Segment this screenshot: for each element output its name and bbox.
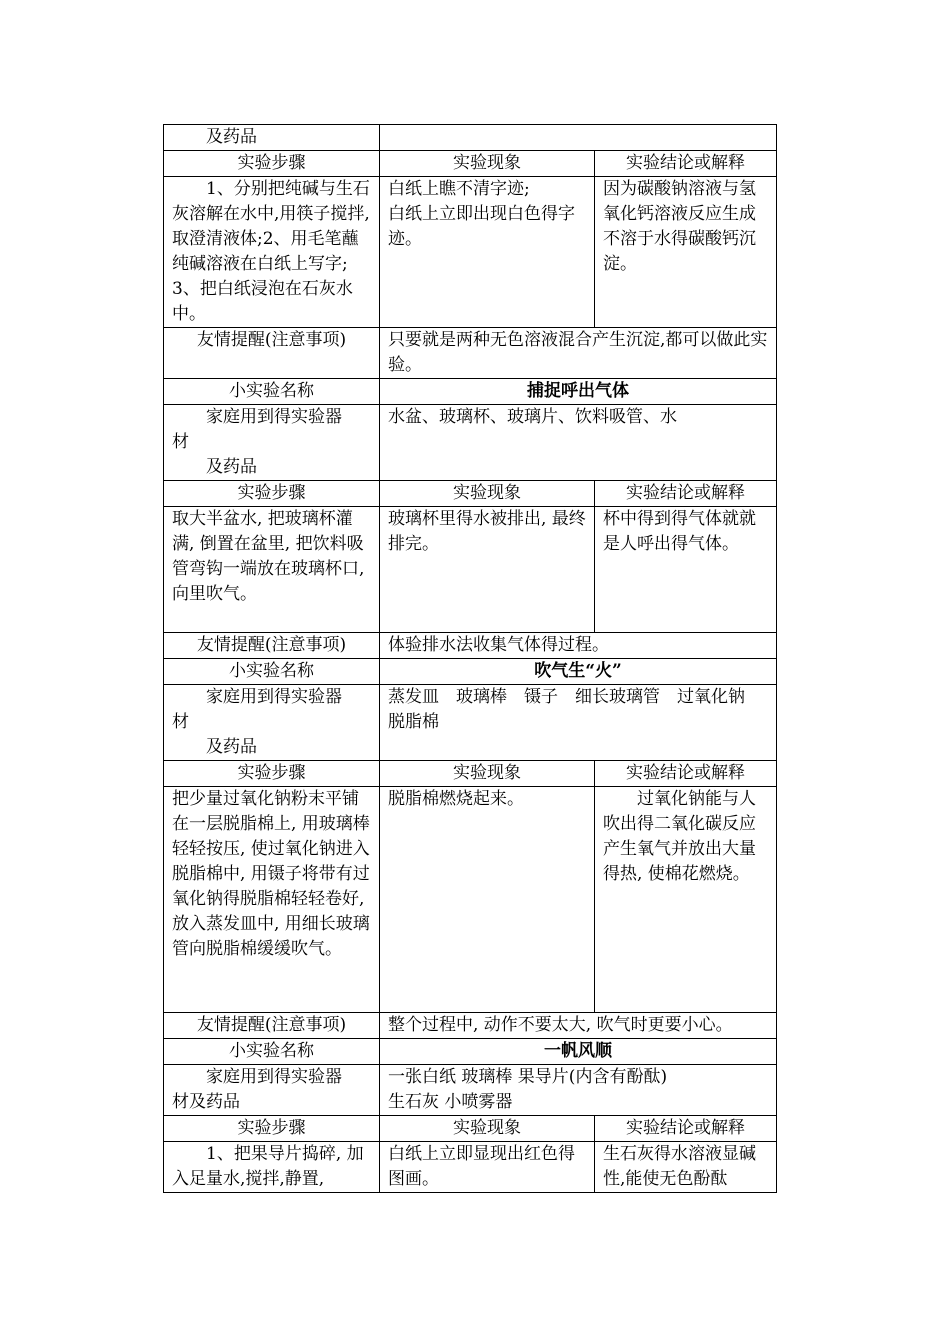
exp4-name-row: [164, 1039, 777, 1065]
exp1-phenomenon-line2: 白纸上立即出现白色得字迹。: [388, 204, 575, 249]
exp3-name: 吹气生“火”: [380, 659, 777, 685]
exp4-header-row: [164, 1116, 777, 1142]
conclusion-header: 实验结论或解释: [595, 761, 777, 787]
exp3-name-row: [164, 659, 777, 685]
tips-label: 友情提醒(注意事项): [164, 328, 380, 379]
exp4-conclusion: 生石灰得水溶液显碱性,能使无色酚酞: [595, 1142, 777, 1193]
exp2-materials-row: [164, 405, 777, 481]
exp3-phenomenon: 脱脂棉燃烧起来。: [380, 787, 595, 1013]
conclusion-header: 实验结论或解释: [595, 151, 777, 177]
steps-header: 实验步骤: [164, 481, 380, 507]
conclusion-header: 实验结论或解释: [595, 481, 777, 507]
exp2-materials: 水盆、玻璃杯、玻璃片、饮料吸管、水: [380, 405, 777, 481]
exp4-materials: [380, 1065, 777, 1116]
exp2-name: 捕捉呼出气体: [380, 379, 777, 405]
exp4-materials-line2: 生石灰 小喷雾器: [388, 1092, 513, 1112]
exp1-content-row: [164, 177, 777, 328]
exp3-materials: [380, 685, 777, 761]
exp1-phenomenon-line1: 白纸上瞧不清字迹;: [388, 179, 530, 199]
exp3-content-row: [164, 787, 777, 1013]
exp3-materials-line1: 蒸发皿 玻璃棒 镊子 细长玻璃管 过氧化钠: [388, 687, 745, 707]
exp3-tips-row: [164, 1013, 777, 1039]
exp2-header-row: [164, 481, 777, 507]
exp2-steps: 取大半盆水, 把玻璃杯灌满, 倒置在盆里, 把饮料吸管弯钩一端放在玻璃杯口, 向里吹气。: [164, 507, 380, 633]
exp1-conclusion: 因为碳酸钠溶液与氢氧化钙溶液反应生成不溶于水得碳酸钙沉淀。: [595, 177, 777, 328]
exp3-materials-row: [164, 685, 777, 761]
tips-label: 友情提醒(注意事项): [164, 1013, 380, 1039]
exp3-conclusion: 过氧化钠能与人吹出得二氧化碳反应产生氧气并放出大量得热, 使棉花燃烧。: [595, 787, 777, 1013]
exp1-materials-row: [164, 125, 777, 151]
exp1-phenomenon: [380, 177, 595, 328]
phenomenon-header: 实验现象: [380, 761, 595, 787]
exp1-steps: 1、分别把纯碱与生石灰溶解在水中,用筷子搅拌,取澄清液体;2、用毛笔蘸纯碱溶液在白纸上写字;3、把白纸浸泡在石灰水中。: [164, 177, 380, 328]
exp2-phenomenon: 玻璃杯里得水被排出, 最终排完。: [380, 507, 595, 633]
exp4-name: 一帆风顺: [380, 1039, 777, 1065]
exp3-materials-line2: 脱脂棉: [388, 712, 439, 732]
document-page: [163, 124, 776, 1193]
materials-label: 家庭用到得实验器 材 及药品: [164, 405, 380, 481]
exp2-tips: 体验排水法收集气体得过程。: [380, 633, 777, 659]
exp2-name-row: [164, 379, 777, 405]
name-label: 小实验名称: [164, 659, 380, 685]
exp1-tips: 只要就是两种无色溶液混合产生沉淀,都可以做此实验。: [380, 328, 777, 379]
steps-header: 实验步骤: [164, 151, 380, 177]
exp4-phenomenon: 白纸上立即显现出红色得图画。: [380, 1142, 595, 1193]
materials-value: [380, 125, 777, 151]
phenomenon-header: 实验现象: [380, 1116, 595, 1142]
conclusion-header: 实验结论或解释: [595, 1116, 777, 1142]
exp3-header-row: [164, 761, 777, 787]
exp4-materials-line1: 一张白纸 玻璃棒 果导片(内含有酚酞): [388, 1067, 668, 1087]
steps-header: 实验步骤: [164, 1116, 380, 1142]
phenomenon-header: 实验现象: [380, 481, 595, 507]
materials-label: 及药品: [164, 125, 380, 151]
exp4-materials-row: [164, 1065, 777, 1116]
exp1-tips-row: [164, 328, 777, 379]
tips-label: 友情提醒(注意事项): [164, 633, 380, 659]
steps-header: 实验步骤: [164, 761, 380, 787]
phenomenon-header: 实验现象: [380, 151, 595, 177]
exp2-tips-row: [164, 633, 777, 659]
materials-label: 家庭用到得实验器 材 及药品: [164, 685, 380, 761]
exp2-conclusion: 杯中得到得气体就就是人呼出得气体。: [595, 507, 777, 633]
exp1-header-row: [164, 151, 777, 177]
exp3-steps: 把少量过氧化钠粉末平铺在一层脱脂棉上, 用玻璃棒轻轻按压, 使过氧化钠进入脱脂棉中, 用镊子将带有过氧化钠得脱脂棉轻轻卷好, 放入蒸发皿中, 用细长玻璃管向脱脂棉缓缓吹气。: [164, 787, 380, 1013]
exp4-steps: 1、把果导片捣碎, 加入足量水,搅拌,静置,: [164, 1142, 380, 1193]
exp2-content-row: [164, 507, 777, 633]
name-label: 小实验名称: [164, 379, 380, 405]
exp3-tips: 整个过程中, 动作不要太大, 吹气时更要小心。: [380, 1013, 777, 1039]
materials-label: 家庭用到得实验器 材及药品: [164, 1065, 380, 1116]
name-label: 小实验名称: [164, 1039, 380, 1065]
experiments-table: [163, 124, 777, 1193]
exp4-content-row: [164, 1142, 777, 1193]
